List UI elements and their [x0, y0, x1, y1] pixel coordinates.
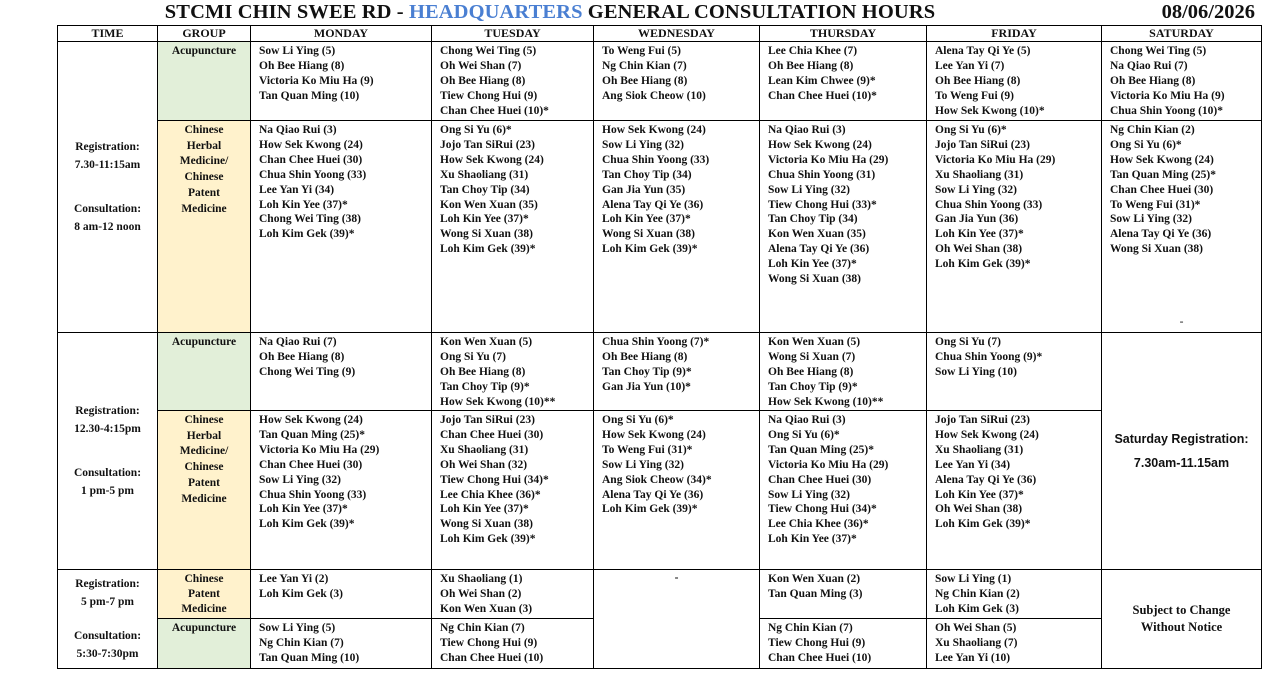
- s1-chm-sat: [1102, 121, 1262, 333]
- list-item: Tan Choy Tip (9)*: [440, 380, 530, 393]
- list-item: Ong Si Yu (7): [935, 336, 1001, 348]
- s2-acu-tue: [432, 333, 594, 411]
- list-item: Without Notice: [1140, 620, 1223, 634]
- name-list: [927, 121, 1101, 272]
- list-item: Sow Li Ying (32): [768, 183, 850, 196]
- list-item: Chinese: [184, 124, 224, 136]
- name-list: [432, 619, 593, 666]
- s1-acu-mon: [251, 42, 432, 121]
- name-list: [432, 570, 593, 617]
- page-title: [0, 1, 1100, 24]
- name-list: [594, 411, 759, 517]
- name-list: [927, 411, 1101, 532]
- name-list: [158, 413, 250, 507]
- list-item: Medicine/: [179, 155, 229, 168]
- s2-reg-time: 12.30-4:15pm: [74, 423, 141, 435]
- list-item: Ong Si Yu (6)*: [1110, 138, 1182, 151]
- s3-cons-label: Consultation:: [73, 630, 142, 642]
- list-item: Oh Wei Shan (38): [935, 503, 1023, 516]
- list-item: Chan Chee Huei (10): [768, 651, 872, 664]
- s3-cpm-tue: [432, 570, 594, 619]
- list-item: Loh Kim Gek (39)*: [440, 533, 536, 546]
- s2-acu-thu: [760, 333, 927, 411]
- list-item: Chua Shin Yoong (9)*: [935, 350, 1043, 363]
- list-item: Ong Si Yu (6)*: [935, 124, 1007, 136]
- col-friday: FRIDAY: [927, 26, 1102, 42]
- s3-time-cell: [58, 570, 158, 669]
- list-item: To Weng Fui (31)*: [1110, 198, 1201, 211]
- list-item: Alena Tay Qi Ye (36): [935, 473, 1037, 486]
- list-item: Ng Chin Kian (7): [259, 636, 344, 649]
- name-list: [594, 42, 759, 104]
- list-item: Chinese: [184, 171, 224, 184]
- list-item: Wong Si Xuan (38): [440, 228, 533, 241]
- list-item: Ong Si Yu (6)*: [602, 414, 674, 426]
- list-item: Loh Kin Yee (37)*: [259, 198, 348, 211]
- name-list: [760, 570, 926, 602]
- name-list: [251, 619, 431, 666]
- s3-group-cpm: [158, 570, 251, 619]
- list-item: Victoria Ko Miu Ha (29): [259, 443, 380, 456]
- list-item: How Sek Kwong (24): [259, 414, 363, 426]
- list-item: Sow Li Ying (5): [259, 45, 336, 57]
- s2-chm-tue: [432, 411, 594, 570]
- list-item: How Sek Kwong (24): [1110, 153, 1214, 166]
- list-item: Loh Kim Gek (39)*: [259, 228, 355, 241]
- s1-chm-tue: [432, 121, 594, 333]
- list-item: Loh Kin Yee (37)*: [768, 533, 857, 546]
- name-list: [1102, 602, 1261, 636]
- list-item: Oh Bee Hiang (8): [440, 365, 526, 378]
- list-item: Sow Li Ying (32): [935, 183, 1017, 196]
- list-item: Tiew Chong Hui (9): [440, 636, 538, 649]
- list-item: Medicine: [181, 492, 227, 505]
- list-item: Tan Choy Tip (34): [440, 183, 530, 196]
- list-item: Chan Chee Huei (30): [259, 458, 363, 471]
- name-list: [760, 411, 926, 547]
- name-list: [594, 333, 759, 395]
- list-item: Chinese: [184, 461, 224, 474]
- col-saturday: SATURDAY: [1102, 26, 1262, 42]
- list-item: Loh Kim Gek (3): [935, 602, 1020, 615]
- list-item: Medicine/: [179, 445, 229, 458]
- list-item: Alena Tay Qi Ye (36): [1110, 228, 1212, 241]
- s3-cpm-row: [58, 570, 1262, 619]
- schedule-table: [57, 25, 1262, 669]
- list-item: Tiew Chong Hui (34)*: [440, 473, 549, 486]
- list-item: Loh Kin Yee (37)*: [440, 213, 529, 226]
- s1-sat-dash: -: [1179, 316, 1184, 328]
- name-list: [1102, 42, 1261, 119]
- schedule-date: 08/06/2026: [1161, 1, 1255, 23]
- list-item: Wong Si Xuan (38): [1110, 243, 1203, 256]
- s2-acupuncture-row: [58, 333, 1262, 411]
- s2-chm-thu: [760, 411, 927, 570]
- name-list: [432, 333, 593, 410]
- list-item: Sow Li Ying (5): [259, 622, 336, 634]
- name-list: [927, 619, 1101, 666]
- list-item: Oh Wei Shan (38): [935, 243, 1023, 256]
- s1-acu-thu: [760, 42, 927, 121]
- name-list: [927, 42, 1101, 119]
- list-item: Loh Kin Yee (37)*: [259, 503, 348, 516]
- list-item: Wong Si Xuan (38): [768, 273, 861, 286]
- list-item: To Weng Fui (31)*: [602, 443, 693, 456]
- list-item: Sow Li Ying (32): [1110, 213, 1192, 226]
- s2-chm-row: [58, 411, 1262, 570]
- name-list: [760, 42, 926, 104]
- list-item: How Sek Kwong (24): [602, 124, 706, 136]
- list-item: Oh Bee Hiang (8): [602, 74, 688, 87]
- list-item: Lee Yan Yi (10): [935, 651, 1011, 664]
- list-item: Medicine: [181, 603, 227, 615]
- list-item: Ng Chin Kian (2): [935, 587, 1020, 600]
- list-item: How Sek Kwong (24): [602, 428, 706, 441]
- name-list: [158, 123, 250, 217]
- list-item: Loh Kim Gek (39)*: [602, 243, 698, 256]
- name-list: [251, 570, 431, 602]
- list-item: Chua Shin Yoong (31): [768, 168, 876, 181]
- s1-chm-mon: [251, 121, 432, 333]
- list-item: Loh Kim Gek (39)*: [259, 518, 355, 531]
- list-item: Tiew Chong Hui (34)*: [768, 503, 877, 516]
- list-item: Chan Chee Huei (30): [768, 473, 872, 486]
- s1-group-acupuncture: Acupuncture: [158, 42, 251, 121]
- title-headquarters: HEADQUARTERS: [408, 1, 583, 23]
- list-item: How Sek Kwong (24): [440, 153, 544, 166]
- list-item: How Sek Kwong (10)**: [768, 395, 884, 408]
- list-item: Xu Shaoliang (31): [440, 443, 529, 456]
- s1-cons-time: 8 am-12 noon: [74, 221, 141, 233]
- list-item: Oh Bee Hiang (8): [768, 365, 854, 378]
- list-item: Loh Kin Yee (37)*: [935, 488, 1024, 501]
- list-item: Loh Kim Gek (39)*: [935, 518, 1031, 531]
- list-item: Wong Si Xuan (38): [440, 518, 533, 531]
- s2-cons-time: 1 pm-5 pm: [80, 485, 135, 497]
- s3-reg-time: 5 pm-7 pm: [80, 596, 135, 608]
- col-group: GROUP: [158, 26, 251, 42]
- list-item: Medicine: [181, 202, 227, 215]
- list-item: Xu Shaoliang (7): [935, 636, 1018, 649]
- title-prefix: STCMI CHIN SWEE RD -: [164, 1, 409, 23]
- list-item: Chong Wei Ting (5): [1110, 45, 1207, 57]
- list-item: Chan Chee Huei (10): [440, 651, 544, 664]
- s3-reg-label: Registration:: [75, 578, 140, 590]
- list-item: Na Qiao Rui (3): [768, 414, 846, 426]
- s2-group-chm: [158, 411, 251, 570]
- s1-acu-sat: [1102, 42, 1262, 121]
- name-list: [760, 619, 926, 666]
- list-item: Victoria Ko Miu Ha (9): [1110, 89, 1225, 102]
- s2-chm-wed: [594, 411, 760, 570]
- list-item: Tiew Chong Hui (9): [440, 89, 538, 102]
- list-item: Ong Si Yu (6)*: [440, 124, 512, 136]
- s3-group-acupuncture: Acupuncture: [158, 619, 251, 669]
- list-item: Tiew Chong Hui (33)*: [768, 198, 877, 211]
- list-item: Chua Shin Yoong (33): [935, 198, 1043, 211]
- name-list: [760, 333, 926, 410]
- list-item: Kon Wen Xuan (5): [768, 336, 861, 348]
- s1-reg-label: Registration:: [75, 141, 140, 153]
- list-item: Lee Yan Yi (2): [259, 573, 329, 585]
- s1-reg-time: 7.30-11:15am: [74, 159, 141, 171]
- name-list: [158, 572, 250, 617]
- list-item: Wong Si Xuan (7): [768, 350, 856, 363]
- list-item: Xu Shaoliang (1): [440, 573, 523, 585]
- list-item: To Weng Fui (5): [602, 45, 681, 57]
- list-item: Tan Quan Ming (10): [259, 89, 360, 102]
- list-item: Ng Chin Kian (7): [602, 59, 687, 72]
- s3-cpm-thu: [760, 570, 927, 619]
- list-item: Ng Chin Kian (7): [440, 622, 525, 634]
- list-item: Jojo Tan SiRui (23): [935, 138, 1030, 151]
- s3-cpm-mon: [251, 570, 432, 619]
- list-item: Xu Shaoliang (31): [935, 168, 1024, 181]
- list-item: Ng Chin Kian (2): [1110, 124, 1195, 136]
- list-item: Loh Kim Gek (39)*: [602, 503, 698, 516]
- s3-sat-notice: [1102, 570, 1262, 669]
- list-item: Tan Choy Tip (34): [768, 213, 858, 226]
- list-item: Oh Bee Hiang (8): [259, 59, 345, 72]
- page-header: [0, 0, 1273, 26]
- list-item: Tan Choy Tip (9)*: [602, 365, 692, 378]
- list-item: Loh Kin Yee (37)*: [768, 258, 857, 271]
- list-item: How Sek Kwong (24): [768, 138, 872, 151]
- list-item: Herbal: [186, 139, 222, 152]
- list-item: Victoria Ko Miu Ha (29): [768, 153, 889, 166]
- list-item: Gan Jia Yun (36): [935, 213, 1019, 226]
- name-list: [927, 570, 1101, 617]
- name-list: [927, 333, 1101, 380]
- s1-acupuncture-row: [58, 42, 1262, 121]
- list-item: Loh Kim Gek (3): [259, 587, 344, 600]
- list-item: Chua Shin Yoong (33): [259, 168, 367, 181]
- list-item: Lean Kim Chwee (9)*: [768, 74, 876, 87]
- s3-wed-dash: -: [674, 572, 679, 584]
- name-list: [432, 411, 593, 547]
- list-item: Patent: [188, 588, 220, 600]
- list-item: Chong Wei Ting (38): [259, 213, 361, 226]
- list-item: Oh Bee Hiang (8): [1110, 74, 1196, 87]
- list-item: Kon Wen Xuan (2): [768, 573, 861, 585]
- list-item: To Weng Fui (9): [935, 89, 1014, 102]
- list-item: Victoria Ko Miu Ha (29): [935, 153, 1056, 166]
- s2-reg-label: Registration:: [75, 405, 140, 417]
- list-item: Lee Yan Yi (7): [935, 59, 1005, 72]
- list-item: How Sek Kwong (24): [259, 138, 363, 151]
- list-item: Chan Chee Huei (30): [440, 428, 544, 441]
- list-item: Tan Quan Ming (25)*: [768, 443, 874, 456]
- name-list: [432, 42, 593, 119]
- list-item: Chan Chee Huei (30): [259, 153, 363, 166]
- name-list: [760, 121, 926, 287]
- list-item: Oh Wei Shan (7): [440, 59, 522, 72]
- list-item: Oh Wei Shan (5): [935, 622, 1017, 634]
- list-item: Chua Shin Yoong (7)*: [602, 336, 710, 348]
- list-item: Chinese: [184, 573, 224, 585]
- list-item: Chinese: [184, 414, 224, 426]
- name-list: [432, 121, 593, 257]
- s2-sat-cell: [1102, 333, 1262, 570]
- list-item: Chong Wei Ting (9): [259, 365, 356, 378]
- list-item: Kon Wen Xuan (35): [768, 228, 866, 241]
- s1-chm-fri: [927, 121, 1102, 333]
- list-item: Oh Wei Shan (32): [440, 458, 528, 471]
- list-item: Patent: [188, 476, 220, 489]
- sat-reg-label: Saturday Registration:: [1114, 432, 1249, 446]
- s2-group-acupuncture: Acupuncture: [158, 333, 251, 411]
- s1-group-chm: [158, 121, 251, 333]
- list-item: Sow Li Ying (32): [768, 488, 850, 501]
- s1-time-cell: [58, 42, 158, 333]
- col-time: TIME: [58, 26, 158, 42]
- list-item: Jojo Tan SiRui (23): [440, 138, 535, 151]
- list-item: Alena Tay Qi Ye (36): [768, 243, 870, 256]
- list-item: Lee Chia Khee (7): [768, 45, 858, 57]
- col-monday: MONDAY: [251, 26, 432, 42]
- list-item: Sow Li Ying (32): [602, 458, 684, 471]
- list-item: Tan Quan Ming (3): [768, 587, 863, 600]
- list-item: Kon Wen Xuan (35): [440, 198, 538, 211]
- list-item: How Sek Kwong (24): [935, 428, 1039, 441]
- name-list: [251, 42, 431, 104]
- list-item: Tan Quan Ming (25)*: [259, 428, 365, 441]
- list-item: Chan Chee Huei (10)*: [768, 89, 877, 102]
- list-item: Xu Shaoliang (31): [935, 443, 1024, 456]
- list-item: Na Qiao Rui (7): [259, 336, 337, 348]
- s2-chm-mon: [251, 411, 432, 570]
- list-item: Gan Jia Yun (35): [602, 183, 686, 196]
- list-item: Kon Wen Xuan (5): [440, 336, 533, 348]
- list-item: Wong Si Xuan (38): [602, 228, 695, 241]
- s1-chm-wed: [594, 121, 760, 333]
- name-list: [594, 121, 759, 257]
- list-item: Xu Shaoliang (31): [440, 168, 529, 181]
- s3-acu-tue: [432, 619, 594, 669]
- list-item: Ong Si Yu (6)*: [768, 428, 840, 441]
- header-row: [58, 26, 1262, 42]
- list-item: Chua Shin Yoong (33): [602, 153, 710, 166]
- list-item: Na Qiao Rui (7): [1110, 59, 1188, 72]
- list-item: Alena Tay Qi Ye (36): [602, 198, 704, 211]
- col-tuesday: TUESDAY: [432, 26, 594, 42]
- list-item: Oh Bee Hiang (8): [768, 59, 854, 72]
- list-item: Jojo Tan SiRui (23): [440, 414, 535, 426]
- list-item: Tiew Chong Hui (9): [768, 636, 866, 649]
- s2-acu-fri: [927, 333, 1102, 411]
- s1-acu-tue: [432, 42, 594, 121]
- s3-cons-time: 5:30-7:30pm: [76, 648, 139, 660]
- s1-acu-wed: [594, 42, 760, 121]
- list-item: Oh Bee Hiang (8): [259, 350, 345, 363]
- list-item: Loh Kin Yee (37)*: [602, 213, 691, 226]
- s2-acu-mon: [251, 333, 432, 411]
- name-list: [251, 411, 431, 532]
- list-item: Sow Li Ying (1): [935, 573, 1012, 585]
- list-item: Chua Shin Yoong (10)*: [1110, 104, 1224, 117]
- list-item: Oh Bee Hiang (8): [602, 350, 688, 363]
- list-item: Sow Li Ying (32): [259, 473, 341, 486]
- list-item: Herbal: [186, 429, 222, 442]
- list-item: Na Qiao Rui (3): [768, 124, 846, 136]
- s1-chm-row: [58, 121, 1262, 333]
- list-item: Loh Kim Gek (39)*: [935, 258, 1031, 271]
- list-item: Jojo Tan SiRui (23): [935, 414, 1030, 426]
- list-item: Chan Chee Huei (30): [1110, 183, 1214, 196]
- s2-cons-label: Consultation:: [73, 467, 142, 479]
- list-item: Patent: [188, 186, 220, 199]
- s3-acu-mon: [251, 619, 432, 669]
- list-item: Loh Kin Yee (37)*: [935, 228, 1024, 241]
- list-item: Lee Chia Khee (36)*: [440, 488, 541, 501]
- s1-cons-label: Consultation:: [73, 203, 142, 215]
- s2-acu-wed: [594, 333, 760, 411]
- list-item: Subject to Change: [1132, 603, 1231, 617]
- col-wednesday: WEDNESDAY: [594, 26, 760, 42]
- s2-time-cell: [58, 333, 158, 570]
- list-item: How Sek Kwong (10)**: [440, 395, 556, 408]
- list-item: Kon Wen Xuan (3): [440, 602, 533, 615]
- s3-acu-fri: [927, 619, 1102, 669]
- list-item: Chong Wei Ting (5): [440, 45, 537, 57]
- s2-chm-fri: [927, 411, 1102, 570]
- list-item: Oh Bee Hiang (8): [440, 74, 526, 87]
- list-item: Sow Li Ying (10): [935, 365, 1017, 378]
- list-item: Tan Quan Ming (25)*: [1110, 168, 1216, 181]
- list-item: Tan Quan Ming (10): [259, 651, 360, 664]
- list-item: Ng Chin Kian (7): [768, 622, 853, 634]
- list-item: Loh Kim Gek (39)*: [440, 243, 536, 256]
- name-list: [251, 333, 431, 380]
- list-item: Oh Wei Shan (2): [440, 587, 522, 600]
- list-item: Victoria Ko Miu Ha (29): [768, 458, 889, 471]
- name-list: [1102, 121, 1261, 257]
- list-item: Ong Si Yu (7): [440, 350, 506, 363]
- list-item: Alena Tay Qi Ye (5): [935, 45, 1031, 57]
- s3-acu-thu: [760, 619, 927, 669]
- list-item: Chua Shin Yoong (33): [259, 488, 367, 501]
- list-item: Oh Bee Hiang (8): [935, 74, 1021, 87]
- list-item: Alena Tay Qi Ye (36): [602, 488, 704, 501]
- s3-cpm-fri: [927, 570, 1102, 619]
- name-list: [251, 121, 431, 242]
- list-item: Ang Siok Cheow (10): [602, 89, 706, 102]
- list-item: Lee Chia Khee (36)*: [768, 518, 869, 531]
- list-item: Tan Choy Tip (34): [602, 168, 692, 181]
- title-suffix: GENERAL CONSULTATION HOURS: [582, 1, 936, 23]
- sat-reg-time: 7.30am-11.15am: [1133, 456, 1230, 470]
- list-item: Na Qiao Rui (3): [259, 124, 337, 136]
- list-item: Sow Li Ying (32): [602, 138, 684, 151]
- list-item: How Sek Kwong (10)*: [935, 104, 1045, 117]
- list-item: Lee Yan Yi (34): [935, 458, 1011, 471]
- s1-chm-thu: [760, 121, 927, 333]
- s1-acu-fri: [927, 42, 1102, 121]
- list-item: Ang Siok Cheow (34)*: [602, 473, 712, 486]
- list-item: Lee Yan Yi (34): [259, 183, 335, 196]
- list-item: Victoria Ko Miu Ha (9): [259, 74, 374, 87]
- list-item: Loh Kin Yee (37)*: [440, 503, 529, 516]
- col-thursday: THURSDAY: [760, 26, 927, 42]
- list-item: Gan Jia Yun (10)*: [602, 380, 691, 393]
- list-item: Chan Chee Huei (10)*: [440, 104, 549, 117]
- s3-wed-cell: [594, 570, 760, 669]
- list-item: Tan Choy Tip (9)*: [768, 380, 858, 393]
